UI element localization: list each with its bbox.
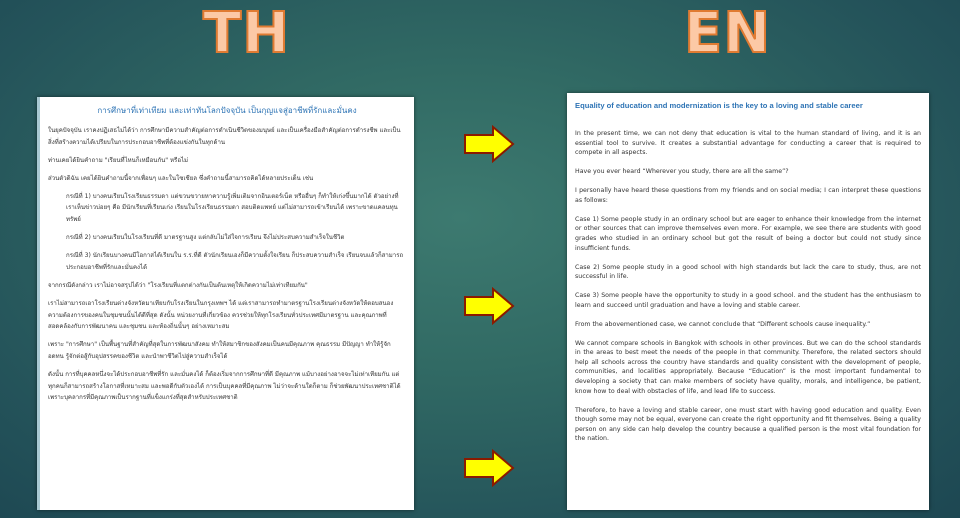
thai-document-page: [37, 97, 414, 510]
thai-paragraph: เราไม่สามารถเอาโรงเรียนต่างจังหวัดมาเทียบกับโรงเรียนในกรุงเทพฯ ได้ แต่เราสามารถทำมาตรฐานโรงเรียนต่างจังหวัดให้ตอบสนองความต้องการของคนในชุมชนนั้นได้ดีที่สุด ดังนั้น หน่วยงานที่เกี่ยวข้อง ควรช่วยให้ทุกโรงเรียนทั่วประเทศมีมาตรฐาน และคุณภาพที่สอดคล้องกับการพัฒนาคน และชุมชน และท้องถิ่นนั้นๆ อย่างเหมาะสม: [48, 300, 394, 331]
english-paragraph-case-1: Case 1) Some people study in an ordinary school but are eager to enhance their knowledge from the internet or other sources that can improve themselves even more. For example, we see there are students with good grades who studied in an ordinary school but got the result of being a doctor but could not study since insufficient funds.: [575, 215, 921, 252]
english-document-page: [567, 93, 929, 510]
thai-paragraph: ในยุคปัจจุบัน เราคงปฏิเสธไม่ได้ว่า การศึกษามีความสำคัญต่อการดำเนินชีวิตของมนุษย์ และเป็นเครื่องมือสำคัญต่อการดำรงชีพ และเป็นสิ่งที่สร้างความได้เปรียบในการประกอบอาชีพที่ต้องแข่งกันในทุกด้าน: [48, 127, 401, 146]
thai-document-title: การศึกษาที่เท่าเทียม และเท่าทันโลกปัจจุบัน เป็นกุญแจสู่อาชีพที่รักและมั่นคง: [97, 106, 357, 115]
thai-paragraph: เพราะ "การศึกษา" เป็นพื้นฐานที่สำคัญที่สุดในการพัฒนาสังคม ทำให้สมาชิกของสังคมเป็นคนมีคุณภาพ คุณธรรม มีปัญญา ทำให้รู้จักอดทน รู้จักต่อสู้กับอุปสรรคของชีวิต และนำพาชีวิตไปสู่ความสำเร็จได้: [48, 341, 391, 360]
right-arrow-icon: [463, 287, 515, 325]
thai-paragraph: ดังนั้น การที่บุคคลหนึ่งจะได้ประกอบอาชีพที่รัก และมั่นคงได้ ก็ต้องเริ่มจากการศึกษาที่ดี มีคุณภาพ แม้บางอย่างอาจจะไม่เท่าเทียมกัน แต่ทุกคนก็สามารถสร้างโอกาสที่เหมาะสม และพอดีกับตัวเองได้ การเป็นบุคคลที่มีคุณภาพ ไม่ว่าจะด้านใดก็ตาม ก็ช่วยพัฒนาประเทศชาติได้ เพราะบุคลากรที่มีคุณภาพเป็นรากฐานที่แข็งแกร่งที่สุดสำหรับประเทศชาติ: [48, 371, 401, 402]
english-document-title: Equality of education and modernization is the key to a loving and stable career: [575, 101, 863, 110]
english-paragraph-case-3: Case 3) Some people have the opportunity to study in a good school. and the student has the enthusiasm to learn and succeed until graduation and have a loving and stable career.: [575, 292, 921, 309]
english-paragraph: Therefore, to have a loving and stable career, one must start with having good education and quality. Even though some may not be equal, everyone can create the right opportunity and fit themselves. Being a quality person on any side can help develop the country because a qualified person is the most vital foundation for the nation.: [575, 406, 921, 443]
right-arrow-icon: [463, 125, 515, 163]
english-paragraph: From the abovementioned case, we cannot conclude that “Different schools cause inequality.”: [575, 320, 871, 328]
english-heading: EN: [684, 1, 772, 66]
english-paragraph: I personally have heard these questions from my friends and on social media; I can interpret these questions as follows:: [575, 187, 921, 204]
thai-heading: TH: [203, 1, 291, 66]
english-paragraph: We cannot compare schools in Bangkok with schools in other provinces. But we can do the school standards in the areas to best meet the needs of the people in that community. Therefore, the related sectors should help all schools across the country have standards and quality consistent with the development of people, communities, and localities appropriately. Because “Education” is the most important fundamental to developing a society that can make members of society have quality, morals, and intelligence, be patient, know how to deal with obstacles of life, and lead life to success.: [575, 339, 921, 395]
thai-paragraph-case-1: กรณีที่ 1) บางคนเรียนโรงเรียนธรรมดา แต่ขวนขวายหาความรู้เพิ่มเติมจากอินเตอร์เน็ต หรืออื่นๆ ก็ทำให้เก่งขึ้นมากได้ ตัวอย่างที่เราเห็นข่าวบ่อยๆ คือ มีนักเรียนที่เรียนเก่ง เรียนในโรงเรียนธรรมดา สอบติดแพทย์ แต่ไม่สามารถเข้าเรียนได้ เพราะขาดแคลนทุนทรัพย์: [66, 192, 399, 224]
thai-paragraph-case-3: กรณีที่ 3) นักเรียนบางคนมีโอกาสได้เรียนใน ร.ร.ที่ดี ตัวนักเรียนเองก็มีความตั้งใจเรียน ก็ประสบความสำเร็จ เรียนจบแล้วก็สามารถประกอบอาชีพที่รักและมั่นคงได้: [66, 252, 404, 271]
thai-paragraph: ท่านเคยได้ยินคำถาม "เรียนที่ไหนก็เหมือนกัน" หรือไม่: [48, 156, 189, 164]
english-paragraph: Have you ever heard “Wherever you study, there are all the same”?: [575, 168, 789, 176]
thai-paragraph: ส่วนตัวดิฉัน เคยได้ยินคำถามนี้จากเพื่อนๆ และในโซเชียล ซึ่งคำถามนี้สามารถคิดได้หลายประเด็น เช่น: [48, 174, 314, 182]
thai-paragraph-case-2: กรณีที่ 2) บางคนเรียนในโรงเรียนที่ดี มาตรฐานสูง แต่กลับไม่ใส่ใจการเรียน จึงไม่ประสบความสำเร็จในชีวิต: [66, 234, 345, 242]
right-arrow-icon: [463, 449, 515, 487]
english-paragraph-case-2: Case 2) Some people study in a good school with high standards but lack the care to study, thus, are not successful in life.: [575, 263, 921, 281]
thai-paragraph: จากกรณีดังกล่าว เราไม่อาจสรุปได้ว่า "โรงเรียนที่แตกต่างกันเป็นต้นเหตุให้เกิดความไม่เท่าเทียมกัน": [48, 281, 308, 289]
english-paragraph: In the present time, we can not deny that education is vital to the human standard of living, and it is an essential tool to survive. It creates a substantial advantage for conducting a career that is required to compete in all aspects.: [575, 130, 921, 157]
